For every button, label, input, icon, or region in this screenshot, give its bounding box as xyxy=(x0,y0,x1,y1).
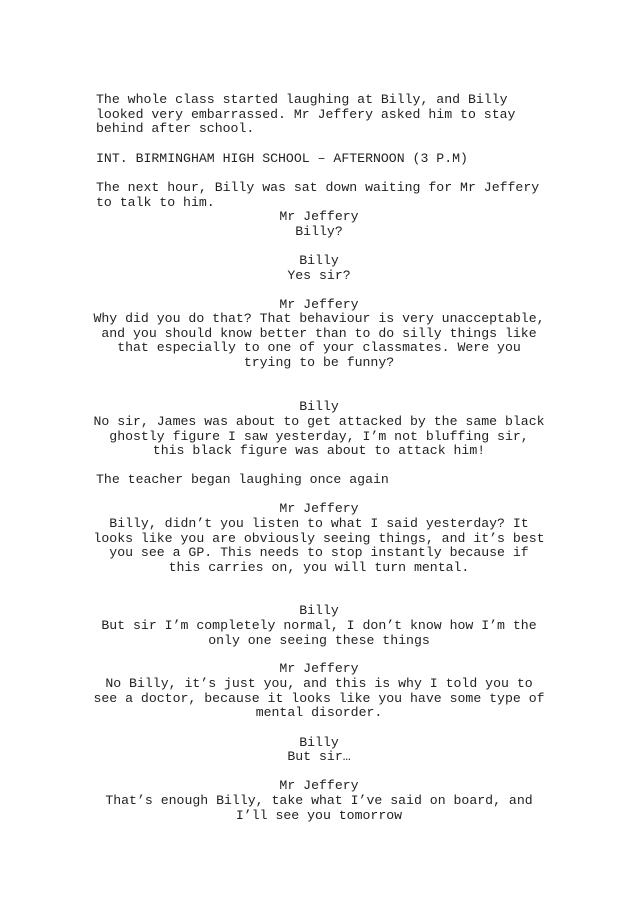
scene-heading: INT. BIRMINGHAM HIGH SCHOOL – AFTERNOON (3 P.M) xyxy=(96,151,468,166)
dialogue-line: No Billy, it’s just you, and this is why I told you to see a doctor, because it looks like you have some type of mental disorder. xyxy=(93,676,545,721)
dialogue-line: But sir… xyxy=(287,749,351,764)
dialogue-line: But sir I’m completely normal, I don’t know how I’m the only one seeing these things xyxy=(101,618,537,648)
character-name: Mr Jeffery xyxy=(279,778,359,793)
character-name: Billy xyxy=(299,399,339,414)
character-name: Mr Jeffery xyxy=(279,297,359,312)
character-name: Billy xyxy=(299,603,339,618)
dialogue-line: Yes sir? xyxy=(287,268,351,283)
action-paragraph: The teacher began laughing once again xyxy=(96,472,389,487)
dialogue-line: No sir, James was about to get attacked by the same black ghostly figure I saw yesterday, I’m not bluffing sir, this black figure was about to attack him! xyxy=(93,414,545,459)
dialogue-line: That’s enough Billy, take what I’ve said on board, and I’ll see you tomorrow xyxy=(105,793,533,823)
dialogue-line: Why did you do that? That behaviour is very unacceptable, and you should know better than to do silly things like that especially to one of your classmates. Were you trying to be funny? xyxy=(93,311,545,370)
character-name: Mr Jeffery xyxy=(279,209,359,224)
character-name: Billy xyxy=(299,735,339,750)
action-paragraph: The next hour, Billy was sat down waiting for Mr Jeffery to talk to him. xyxy=(96,180,540,210)
character-name: Mr Jeffery xyxy=(279,661,359,676)
character-name: Mr Jeffery xyxy=(279,501,359,516)
dialogue-line: Billy, didn’t you listen to what I said yesterday? It looks like you are obviously seeing things, and it’s best you see a GP. This needs to stop instantly because if this carries on, you will turn mental. xyxy=(93,516,545,575)
action-paragraph: The whole class started laughing at Billy, and Billy looked very embarrassed. Mr Jeffery asked him to stay behind after school. xyxy=(96,92,516,137)
dialogue-line: Billy? xyxy=(295,224,343,239)
character-name: Billy xyxy=(299,253,339,268)
